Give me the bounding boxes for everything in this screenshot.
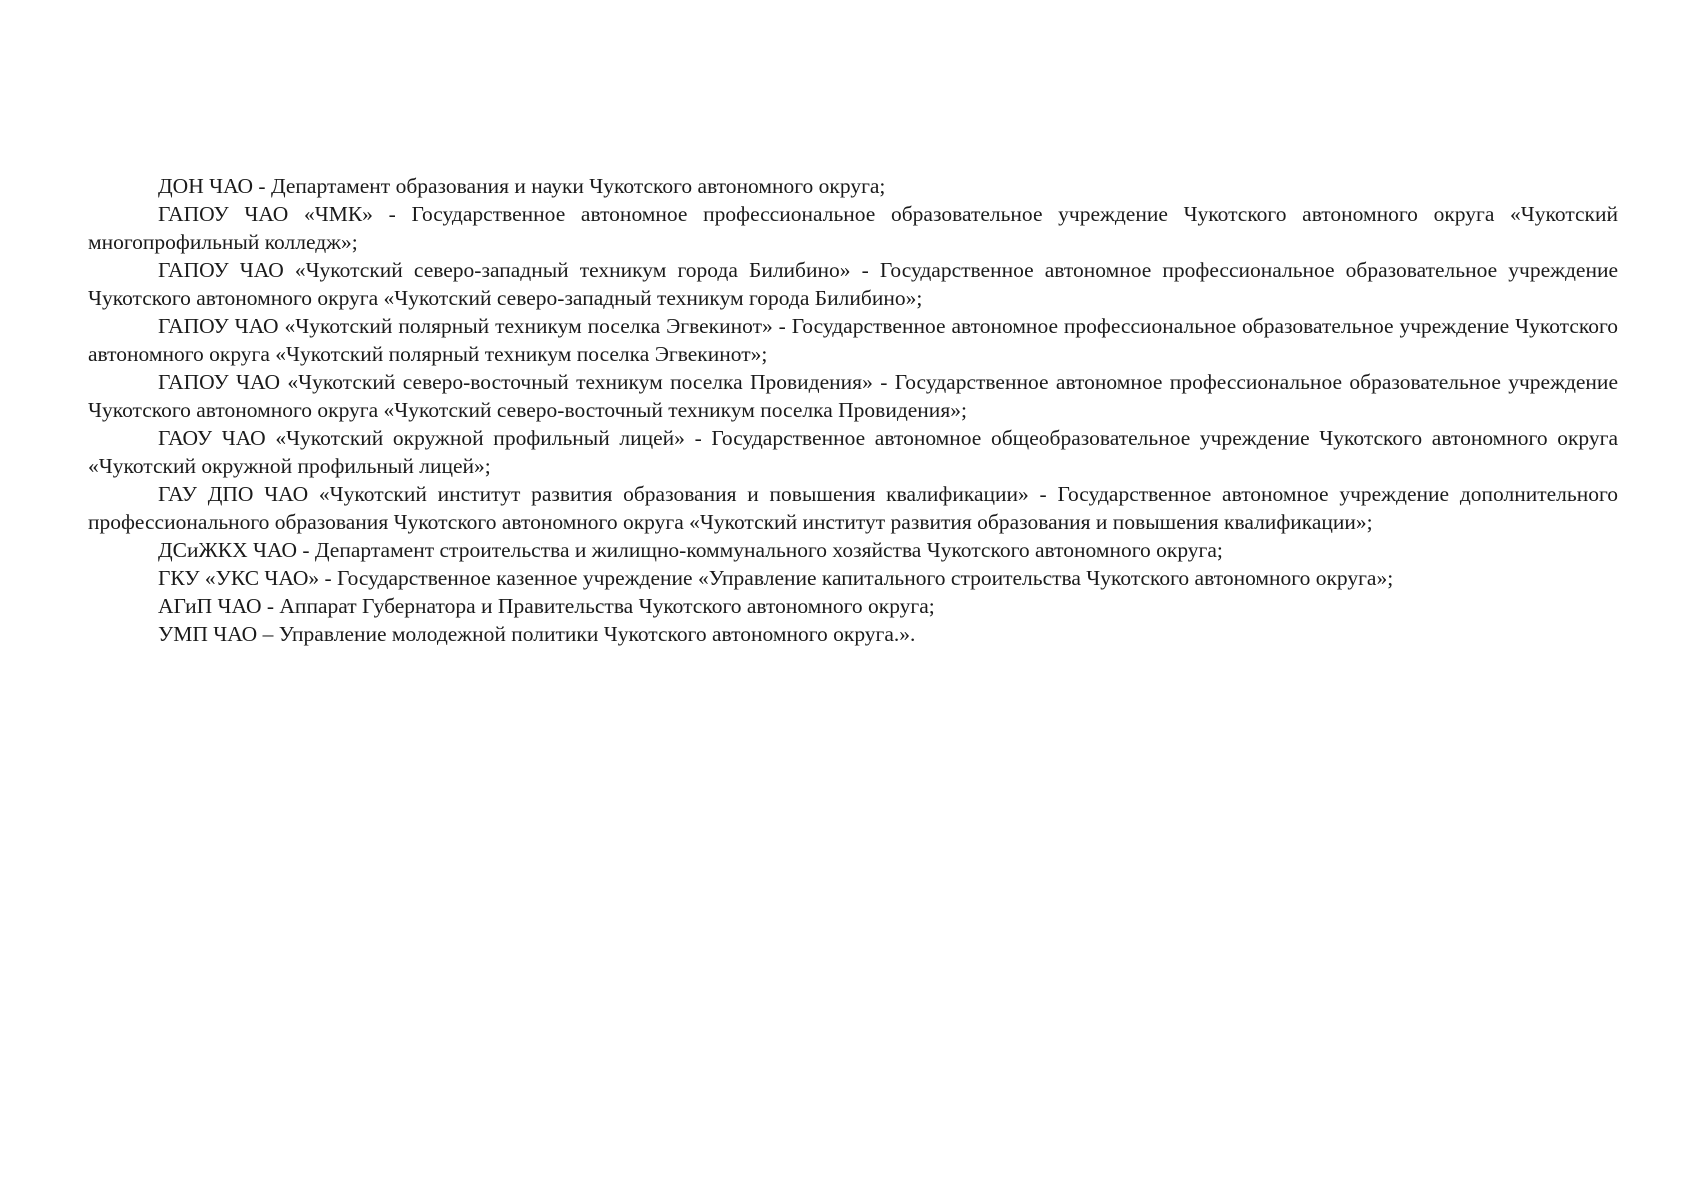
paragraph-ump: УМП ЧАО – Управление молодежной политики Чукотского автономного округа.». bbox=[158, 622, 916, 646]
paragraph-gapou-egvekinot: ГАПОУ ЧАО «Чукотский полярный техникум поселка Эгвекинот» - Государственное автономное профессиональное образовательное учреждение Чукотского автономного округа «Чукотский полярный техникум поселка Эгвекинот»; bbox=[88, 314, 1618, 366]
paragraph-don-chao: ДОН ЧАО - Департамент образования и науки Чукотского автономного округа; bbox=[158, 174, 886, 198]
paragraph-gau-dpo: ГАУ ДПО ЧАО «Чукотский институт развития образования и повышения квалификации» - Государственное автономное учреждение дополнительного профессионального образования Чукотского автономного округа «Чукотский институт развития образования и повышения квалификации»; bbox=[88, 482, 1618, 534]
paragraph-gku-uks: ГКУ «УКС ЧАО» - Государственное казенное учреждение «Управление капитального строительства Чукотского автономного округа»; bbox=[158, 566, 1394, 590]
paragraph-gapou-provideniya: ГАПОУ ЧАО «Чукотский северо-восточный техникум поселка Провидения» - Государственное автономное профессиональное образовательное учреждение Чукотского автономного округа «Чукотский северо-восточный техникум поселка Провидения»; bbox=[88, 370, 1618, 422]
paragraph-dsizhkh: ДСиЖКХ ЧАО - Департамент строительства и жилищно-коммунального хозяйства Чукотского автономного округа; bbox=[158, 538, 1223, 562]
paragraph-gaou-lyceum: ГАОУ ЧАО «Чукотский окружной профильный лицей» - Государственное автономное общеобразовательное учреждение Чукотского автономного округа «Чукотский окружной профильный лицей»; bbox=[88, 426, 1618, 478]
paragraph-gapou-chmk: ГАПОУ ЧАО «ЧМК» - Государственное автономное профессиональное образовательное учреждение Чукотского автономного округа «Чукотский многопрофильный колледж»; bbox=[88, 202, 1618, 254]
abbreviations-list bbox=[88, 172, 1618, 648]
paragraph-gapou-bilibino: ГАПОУ ЧАО «Чукотский северо-западный техникум города Билибино» - Государственное автономное профессиональное образовательное учреждение Чукотского автономного округа «Чукотский северо-западный техникум города Билибино»; bbox=[88, 258, 1618, 310]
paragraph-agip: АГиП ЧАО - Аппарат Губернатора и Правительства Чукотского автономного округа; bbox=[158, 594, 935, 618]
